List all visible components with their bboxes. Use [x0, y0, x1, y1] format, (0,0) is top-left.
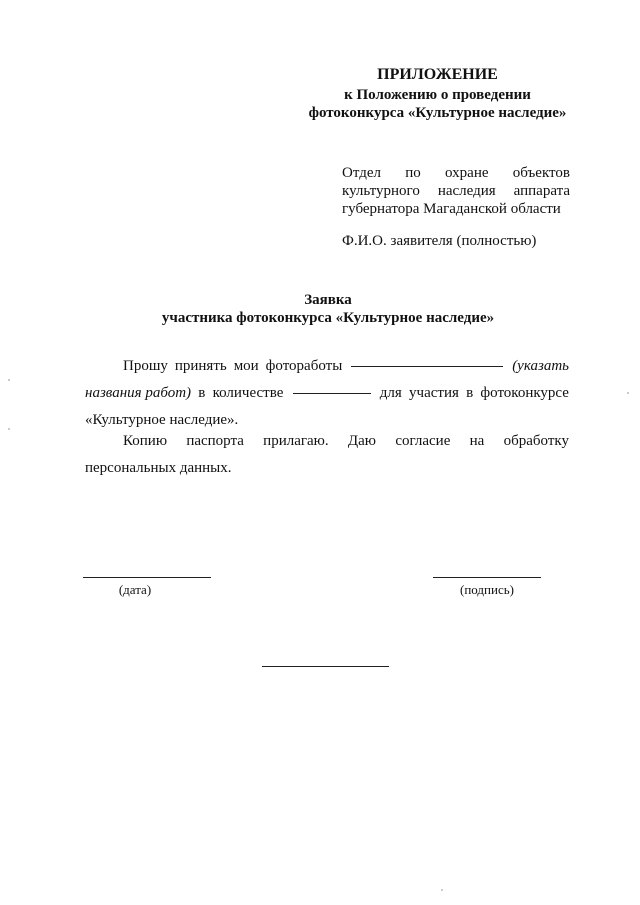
paragraph-line [85, 428, 569, 455]
signature-line[interactable] [433, 577, 541, 578]
word: Прошу [123, 358, 168, 374]
hint-text: (указать [512, 358, 569, 374]
word: фотоконкурсе [480, 385, 569, 401]
application-subtitle: участника фотоконкурса «Культурное наследие» [161, 310, 495, 326]
word: на [469, 433, 485, 449]
addressee-block: Отдел по охране объектов культурного наследия аппарата губернатора Магаданской области [342, 165, 570, 217]
word: фотоработы [265, 358, 343, 374]
paragraph-line: «Культурное наследие». [85, 412, 239, 428]
paragraph-line [85, 353, 569, 380]
application-heading [0, 291, 640, 327]
word: в [466, 385, 474, 401]
word: прилагаю. [263, 433, 329, 449]
applicant-name-label: Ф.И.О. заявителя (полностью) [342, 233, 537, 249]
date-caption: (дата) [118, 582, 152, 597]
scan-speck [8, 428, 10, 430]
appendix-header [300, 66, 575, 122]
paragraph-consent [85, 428, 569, 482]
paragraph-line [85, 380, 569, 407]
word: Копию [123, 433, 168, 449]
word: участия [409, 385, 459, 401]
date-line[interactable] [83, 577, 211, 578]
closing-divider [262, 666, 389, 667]
appendix-title: ПРИЛОЖЕНИЕ [377, 66, 498, 83]
paragraph-line: персональных данных. [85, 460, 232, 476]
photo-titles-blank[interactable] [351, 366, 503, 367]
scan-speck [627, 392, 629, 394]
word: обработку [503, 433, 569, 449]
signature-caption: (подпись) [460, 582, 514, 597]
word: принять [174, 358, 227, 374]
appendix-line-2: фотоконкурса «Культурное наследие» [308, 105, 567, 121]
scan-speck [441, 889, 443, 891]
hint-text: названия работ) [85, 385, 192, 401]
word: паспорта [186, 433, 244, 449]
scan-speck [8, 379, 10, 381]
word: количестве [212, 385, 284, 401]
word: Даю [347, 433, 377, 449]
word: мои [233, 358, 259, 374]
quantity-blank[interactable] [293, 393, 371, 394]
application-title: Заявка [304, 292, 352, 308]
word: в [198, 385, 206, 401]
appendix-line-1: к Положению о проведении [344, 87, 531, 103]
word: для [379, 385, 402, 401]
word: согласие [395, 433, 451, 449]
paragraph-request [85, 353, 569, 434]
